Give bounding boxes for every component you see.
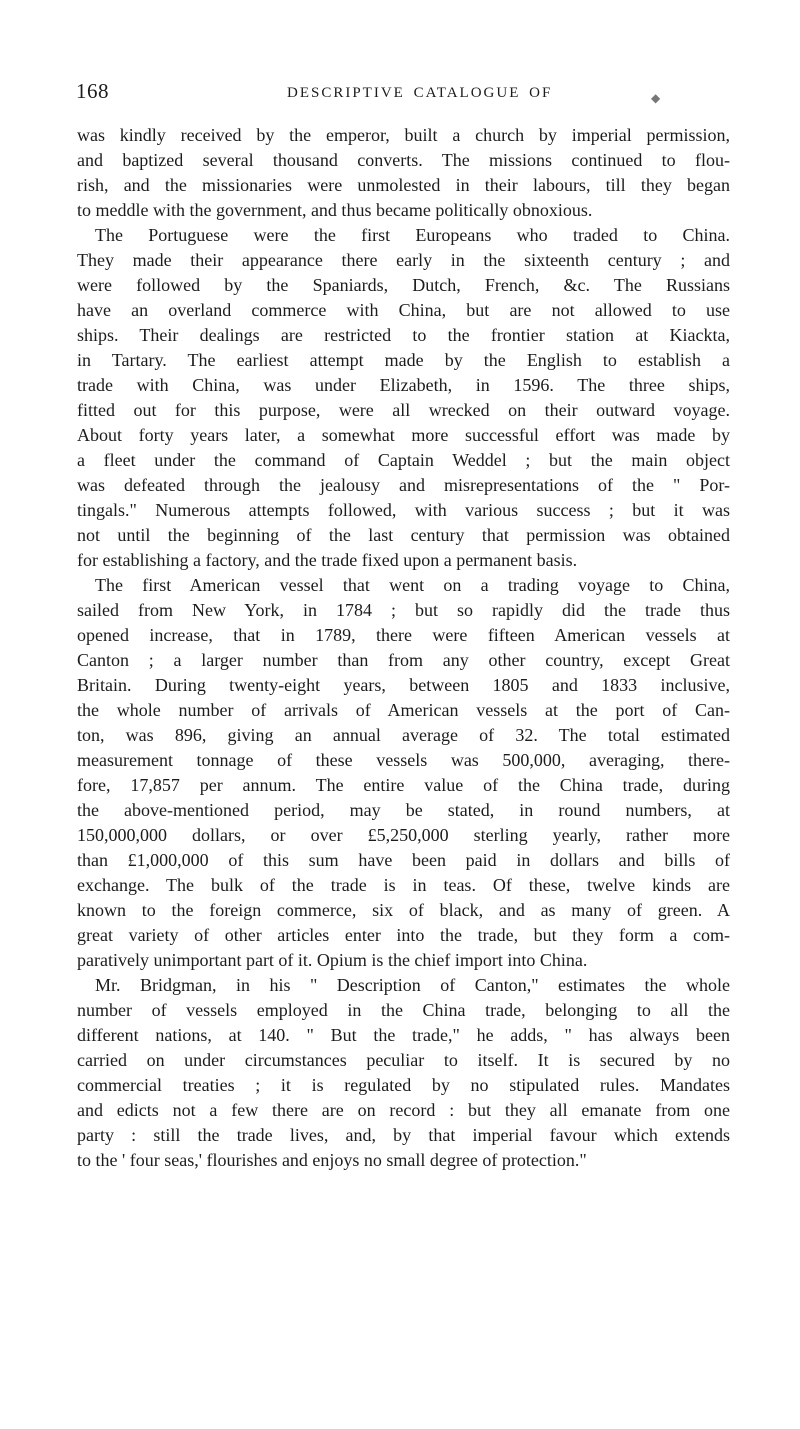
text-line: party : still the trade lives, and, by that imperial favour which extends bbox=[77, 1125, 730, 1145]
text-line: About forty years later, a somewhat more successful effort was made by bbox=[77, 425, 730, 445]
text-line: 150,000,000 dollars, or over £5,250,000 sterling yearly, rather more bbox=[77, 825, 730, 845]
text-line: was defeated through the jealousy and misrepresentations of the " Por- bbox=[77, 475, 730, 495]
text-line: a fleet under the command of Captain Weddel ; but the main object bbox=[77, 450, 730, 470]
text-line: the whole number of arrivals of American vessels at the port of Can- bbox=[77, 700, 730, 720]
text-line: not until the beginning of the last century that permission was obtained bbox=[77, 525, 730, 545]
text-line: The first American vessel that went on a trading voyage to China, bbox=[95, 575, 730, 595]
text-line: was kindly received by the emperor, built a church by imperial permission, bbox=[77, 125, 730, 145]
text-line: ton, was 896, giving an annual average of 32. The total estimated bbox=[77, 725, 730, 745]
text-line: exchange. The bulk of the trade is in teas. Of these, twelve kinds are bbox=[77, 875, 730, 895]
running-head: DESCRIPTIVE CATALOGUE OF bbox=[287, 85, 553, 101]
text-line: for establishing a factory, and the trade fixed upon a permanent basis. bbox=[77, 550, 578, 570]
text-line: Britain. During twenty-eight years, between 1805 and 1833 inclusive, bbox=[77, 675, 730, 695]
text-line: known to the foreign commerce, six of black, and as many of green. A bbox=[77, 900, 730, 920]
text-line: measurement tonnage of these vessels was 500,000, averaging, there- bbox=[77, 750, 730, 770]
text-line: have an overland commerce with China, but are not allowed to use bbox=[77, 300, 730, 320]
printer-mark: ◆ bbox=[651, 91, 661, 105]
text-line: Canton ; a larger number than from any other country, except Great bbox=[77, 650, 730, 670]
text-line: rish, and the missionaries were unmolested in their labours, till they began bbox=[77, 175, 730, 195]
text-line: tingals." Numerous attempts followed, with various success ; but it was bbox=[77, 500, 730, 520]
text-line: to meddle with the government, and thus became politically obnoxious. bbox=[77, 200, 593, 220]
text-line: number of vessels employed in the China trade, belonging to all the bbox=[77, 1000, 730, 1020]
text-line: commercial treaties ; it is regulated by no stipulated rules. Mandates bbox=[77, 1075, 730, 1095]
text-line: fitted out for this purpose, were all wrecked on their outward voyage. bbox=[77, 400, 730, 420]
text-line: ships. Their dealings are restricted to the frontier station at Kiackta, bbox=[77, 325, 730, 345]
text-line: and baptized several thousand converts. The missions continued to flou- bbox=[77, 150, 730, 170]
text-line: and edicts not a few there are on record : but they all emanate from one bbox=[77, 1100, 730, 1120]
text-line: were followed by the Spaniards, Dutch, French, &c. The Russians bbox=[77, 275, 730, 295]
text-line: They made their appearance there early in the sixteenth century ; and bbox=[77, 250, 730, 270]
text-line: trade with China, was under Elizabeth, in 1596. The three ships, bbox=[77, 375, 730, 395]
page-number: 168 bbox=[76, 79, 109, 103]
text-line: than £1,000,000 of this sum have been paid in dollars and bills of bbox=[77, 850, 730, 870]
text-line: paratively unimportant part of it. Opium is the chief import into China. bbox=[77, 950, 588, 970]
text-line: sailed from New York, in 1784 ; but so rapidly did the trade thus bbox=[77, 600, 730, 620]
text-line: to the ' four seas,' flourishes and enjoys no small degree of protection." bbox=[77, 1150, 587, 1170]
text-line: in Tartary. The earliest attempt made by the English to establish a bbox=[77, 350, 730, 370]
text-line: fore, 17,857 per annum. The entire value of the China trade, during bbox=[77, 775, 730, 795]
text-line: carried on under circumstances peculiar to itself. It is secured by no bbox=[77, 1050, 730, 1070]
text-line: great variety of other articles enter into the trade, but they form a com- bbox=[77, 925, 730, 945]
text-line: opened increase, that in 1789, there were fifteen American vessels at bbox=[77, 625, 730, 645]
body-text bbox=[77, 123, 730, 1173]
text-line: Mr. Bridgman, in his " Description of Canton," estimates the whole bbox=[95, 975, 730, 995]
text-line: the above-mentioned period, may be stated, in round numbers, at bbox=[77, 800, 730, 820]
text-line: different nations, at 140. " But the trade," he adds, " has always been bbox=[77, 1025, 730, 1045]
text-line: The Portuguese were the first Europeans who traded to China. bbox=[95, 225, 730, 245]
